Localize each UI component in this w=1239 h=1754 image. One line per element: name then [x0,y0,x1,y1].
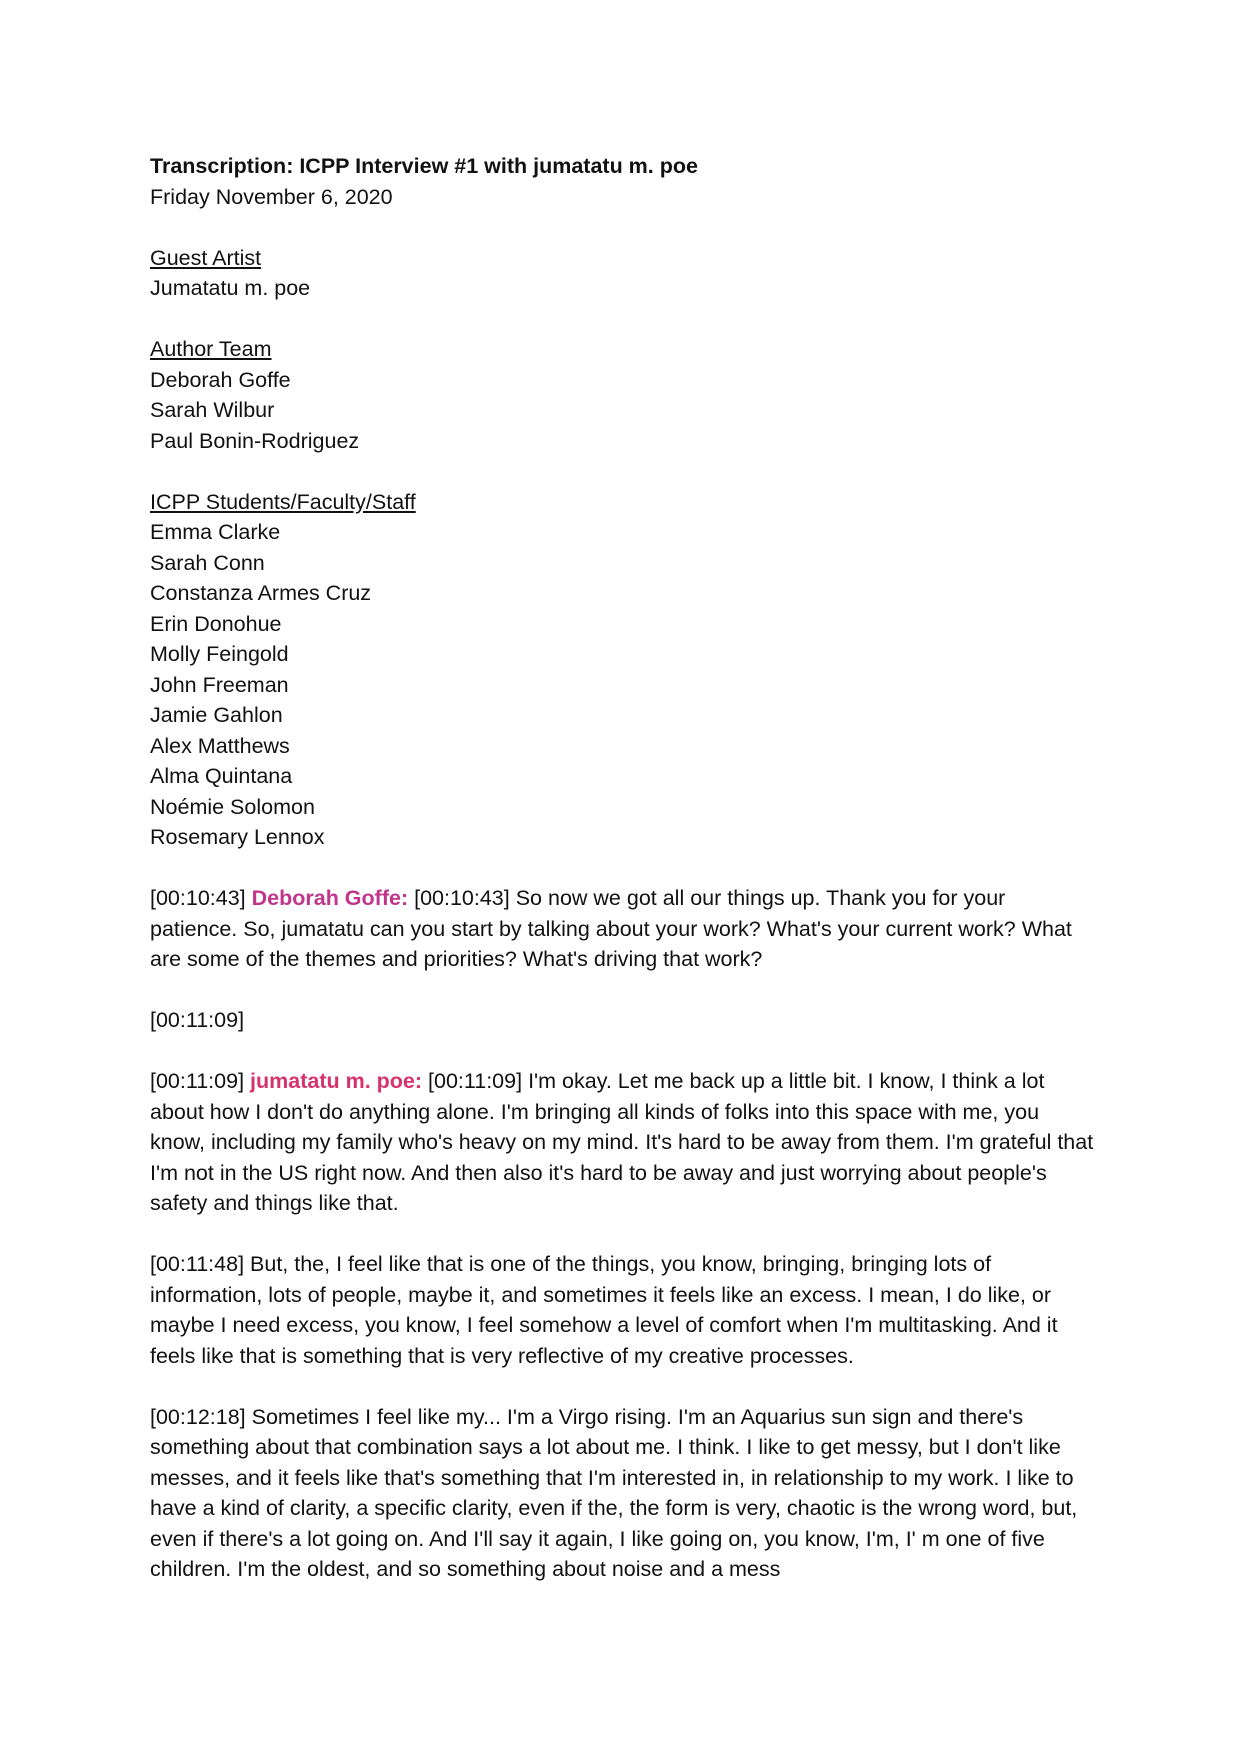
speaker-label: jumatatu m. poe: [250,1069,423,1093]
paragraph-text: So now we got all our things up. Thank you for your patience. So, jumatatu can you start by talking about your work? What's your current work? What are some of the themes and priorities? What's driving that work? [150,886,1072,971]
timestamp: [00:12:18] [150,1404,246,1429]
student-name: Erin Donohue [150,611,282,636]
paragraph-text: Sometimes I feel like my... I'm a Virgo rising. I'm an Aquarius sun sign and there's something about that combination says a lot about me. I think. I like to get messy, but I don't like messes, and it feels like that's something that I'm interested in, in relationship to my work. I like to have a kind of clarity, a specific clarity, even if the, the form is very, chaotic is the wrong word, but, even if there's a lot going on. And I'll say it again, I like going on, you know, I'm, I' m one of five children. I'm the oldest, and so something about noise and a mess [150,1404,1078,1581]
student-name: Constanza Armes Cruz [150,581,372,605]
author-section [150,334,1095,456]
students-section [150,487,1095,853]
student-name: Alma Quintana [150,764,293,788]
guest-section [150,243,1095,304]
speaker-label: Deborah Goffe: [251,886,409,910]
author-heading: Author Team [150,337,272,361]
spacer [150,304,1095,335]
author-name: Paul Bonin-Rodriguez [150,428,360,453]
transcript-document [150,151,1095,1615]
students-heading: ICPP Students/Faculty/Staff [150,489,416,514]
transcript-paragraph [150,1402,1095,1585]
student-name: Alex Matthews [150,733,290,758]
timestamp: [00:11:48] [150,1252,245,1276]
timestamp: [00:11:09] [150,1069,245,1093]
student-name: Rosemary Lennox [150,825,325,849]
timestamp: [00:10:43] [414,886,510,910]
document-title: Transcription: ICPP Interview #1 with jumatatu m. poe [150,154,698,178]
guest-name: Jumatatu m. poe [150,276,311,300]
spacer [150,456,1095,487]
timestamp: [00:10:43] [150,886,246,910]
transcript-paragraph [150,1066,1095,1219]
student-name: Molly Feingold [150,642,289,666]
author-name: Deborah Goffe [150,367,291,392]
paragraph-text: But, the, I feel like that is one of the things, you know, bringing, bringing lots of information, lots of people, maybe it, and sometimes it feels like an excess. I mean, I do like, or maybe I need excess, you know, I feel somehow a level of comfort when I'm multitasking. And it feels like that is something that is very reflective of my creative processes. [150,1252,1058,1368]
student-name: Sarah Conn [150,550,265,575]
document-date: Friday November 6, 2020 [150,184,393,209]
spacer [150,212,1095,243]
guest-heading: Guest Artist [150,245,262,270]
paragraph-text: I'm okay. Let me back up a little bit. I know, I think a lot about how I don't do anything alone. I'm bringing all kinds of folks into this space with me, you know, including my family who's heavy on my mind. It's hard to be away from them. I'm grateful that I'm not in the US right now. And then also it's hard to be away and just worrying about people's safety and things like that. [150,1069,1094,1215]
student-name: Noémie Solomon [150,794,315,819]
transcript-paragraph [150,1005,1095,1036]
spacer [150,853,1095,884]
author-name: Sarah Wilbur [150,398,275,422]
timestamp: [00:11:09] [150,1008,245,1032]
student-name: John Freeman [150,672,289,697]
student-name: Jamie Gahlon [150,703,283,727]
transcript-paragraph [150,883,1095,975]
student-name: Emma Clarke [150,520,281,544]
transcript-paragraph [150,1249,1095,1371]
timestamp: [00:11:09] [428,1069,523,1093]
